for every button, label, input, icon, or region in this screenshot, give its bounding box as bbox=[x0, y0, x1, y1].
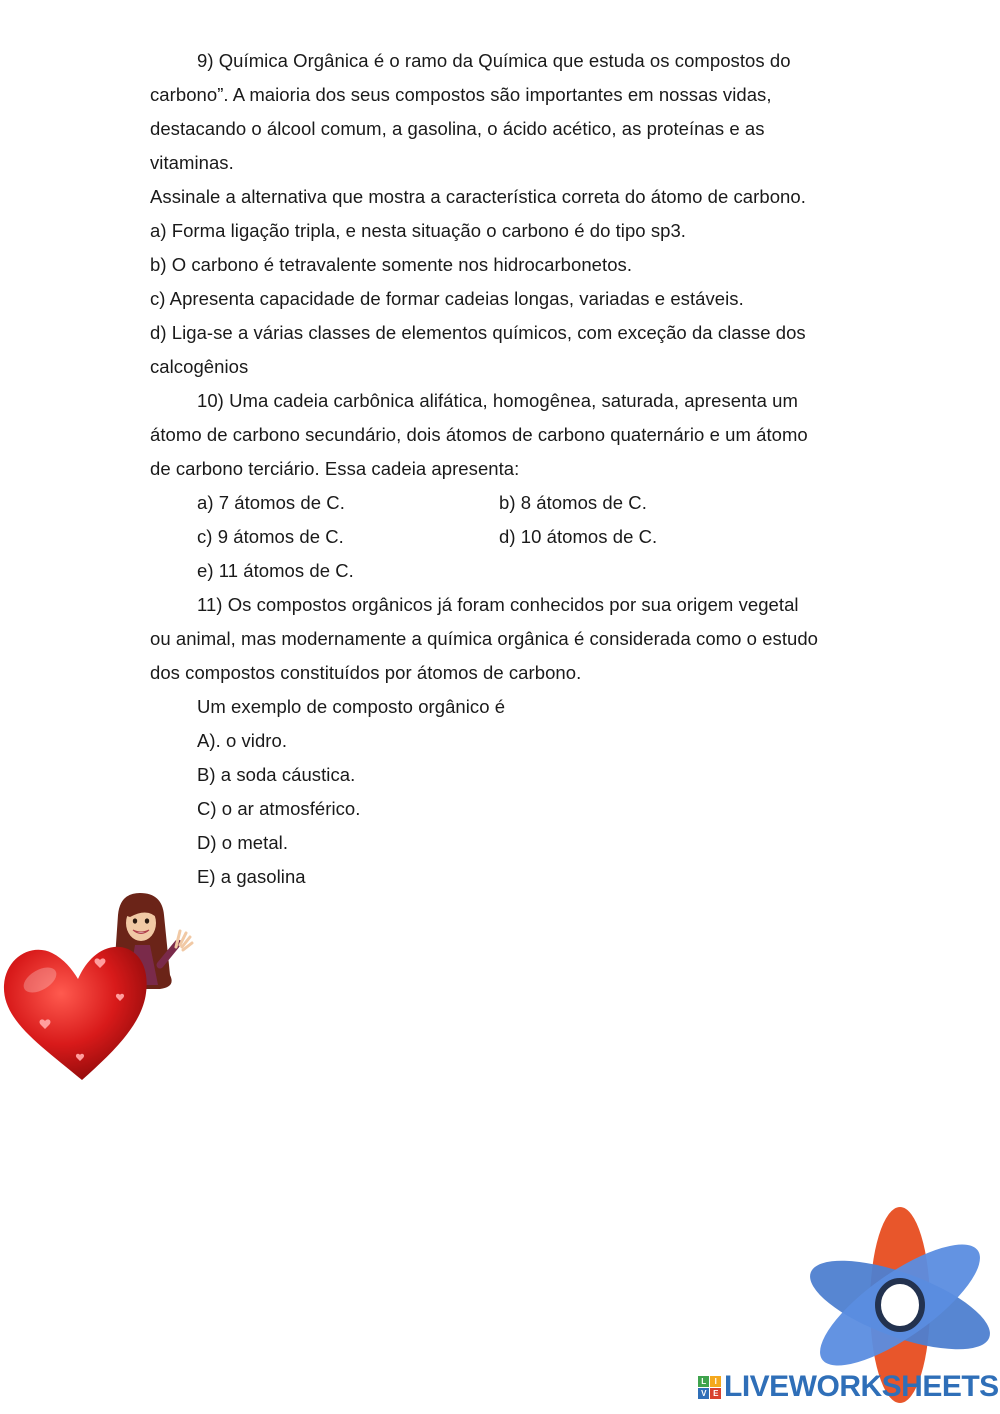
q10-option-a: a) 7 átomos de C. bbox=[197, 492, 345, 513]
q10-intro-line-3: de carbono terciário. Essa cadeia apresenta: bbox=[150, 458, 520, 479]
q11-option-C: C) o ar atmosférico. bbox=[197, 798, 361, 819]
q9-option-a: a) Forma ligação tripla, e nesta situação o carbono é do tipo sp3. bbox=[150, 220, 686, 241]
q11-intro-line-3: dos compostos constituídos por átomos de carbono. bbox=[150, 662, 582, 683]
heart-icon bbox=[4, 947, 147, 1080]
brand-mark-letter: I bbox=[710, 1376, 721, 1387]
worksheet-text bbox=[150, 44, 850, 894]
q11-option-A: A). o vidro. bbox=[197, 730, 288, 751]
q11-prompt: Um exemplo de composto orgânico é bbox=[197, 696, 506, 717]
brand-mark-letter: E bbox=[710, 1388, 721, 1399]
q9-intro-line-2: carbono”. A maioria dos seus compostos são importantes em nossas vidas, bbox=[150, 84, 772, 105]
q10-option-b: b) 8 átomos de C. bbox=[499, 492, 647, 513]
q10-option-d: d) 10 átomos de C. bbox=[499, 526, 658, 547]
q9-intro-line-1: 9) Química Orgânica é o ramo da Química que estuda os compostos do bbox=[197, 50, 791, 71]
q10-option-e: e) 11 átomos de C. bbox=[197, 560, 354, 581]
q10-options-row-2 bbox=[150, 520, 850, 554]
q10-options-row-1 bbox=[150, 486, 850, 520]
q9-prompt: Assinale a alternativa que mostra a característica correta do átomo de carbono. bbox=[150, 186, 806, 207]
q10-intro-line-2: átomo de carbono secundário, dois átomos de carbono quaternário e um átomo bbox=[150, 424, 808, 445]
q10-option-c: c) 9 átomos de C. bbox=[197, 526, 344, 547]
q9-option-c: c) Apresenta capacidade de formar cadeias longas, variadas e estáveis. bbox=[150, 288, 744, 309]
heart-avatar-illustration bbox=[0, 885, 210, 1095]
brand-mark-icon bbox=[698, 1376, 721, 1399]
q9-option-d-line-1: d) Liga-se a várias classes de elementos químicos, com exceção da classe dos bbox=[150, 322, 806, 343]
brand-mark-letter: L bbox=[698, 1376, 709, 1387]
q11-intro-line-1: 11) Os compostos orgânicos já foram conhecidos por sua origem vegetal bbox=[197, 594, 799, 615]
q11-option-E: E) a gasolina bbox=[197, 866, 306, 887]
q9-intro-line-4: vitaminas. bbox=[150, 152, 234, 173]
brand-mark-letter: V bbox=[698, 1388, 709, 1399]
q11-option-B: B) a soda cáustica. bbox=[197, 764, 356, 785]
q11-intro-line-2: ou animal, mas modernamente a química orgânica é considerada como o estudo bbox=[150, 628, 819, 649]
q9-intro-line-3: destacando o álcool comum, a gasolina, o ácido acético, as proteínas e as bbox=[150, 118, 765, 139]
q11-option-D: D) o metal. bbox=[197, 832, 289, 853]
q9-option-b: b) O carbono é tetravalente somente nos hidrocarbonetos. bbox=[150, 254, 633, 275]
brand-name: LIVEWORKSHEETS bbox=[724, 1370, 999, 1403]
liveworksheets-brand bbox=[698, 1370, 999, 1404]
q9-option-d-line-2: calcogênios bbox=[150, 356, 249, 377]
q10-intro-line-1: 10) Uma cadeia carbônica alifática, homogênea, saturada, apresenta um bbox=[197, 390, 798, 411]
